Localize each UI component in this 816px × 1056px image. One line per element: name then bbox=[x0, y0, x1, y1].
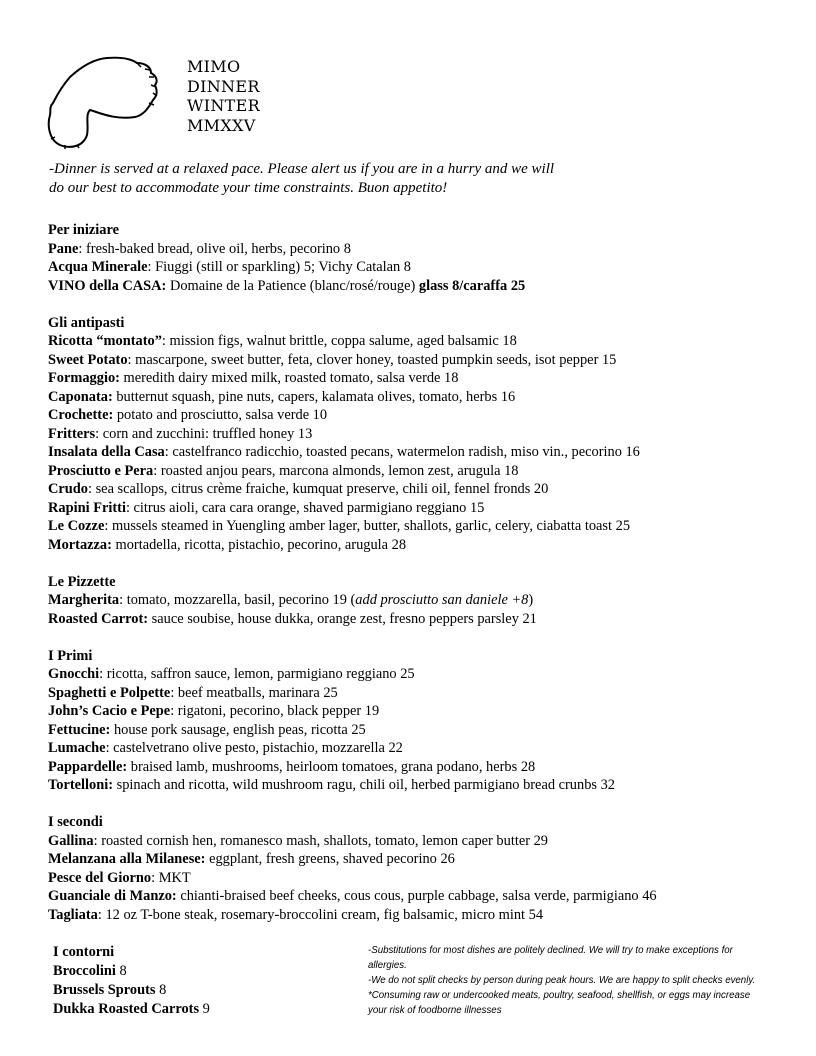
item-desc: eggplant, fresh greens, shaved pecorino 26 bbox=[205, 851, 455, 867]
item-name: Formaggio: bbox=[48, 370, 120, 386]
menu-item bbox=[48, 388, 657, 407]
section-title: I contorni bbox=[53, 944, 115, 960]
item-desc: chianti-braised beef cheeks, cous cous, purple cabbage, salsa verde, parmigiano 46 bbox=[176, 888, 657, 904]
menu-item bbox=[48, 832, 657, 851]
item-desc: : rigatoni, pecorino, black pepper 19 bbox=[170, 703, 380, 719]
item-name: Insalata della Casa bbox=[48, 444, 165, 460]
item-name: Le Cozze bbox=[48, 518, 105, 534]
item-desc: potato and prosciutto, salsa verde 10 bbox=[113, 407, 328, 423]
title-line: MIMO bbox=[187, 57, 241, 76]
item-desc: : mascarpone, sweet butter, feta, clover honey, toasted pumpkin seeds, isot pepper 15 bbox=[127, 351, 617, 368]
item-after: ) bbox=[528, 592, 534, 608]
item-desc: : mussels steamed in Yuengling amber lager, butter, shallots, garlic, celery, ciabatta toast 25 bbox=[104, 518, 631, 534]
menu-title bbox=[187, 57, 260, 136]
menu-item bbox=[48, 332, 657, 351]
menu-item bbox=[48, 887, 657, 906]
contorni-section bbox=[53, 943, 210, 1019]
menu-item bbox=[48, 850, 657, 869]
menu-item bbox=[48, 517, 657, 536]
item-addon: add prosciutto san daniele +8 bbox=[355, 592, 529, 608]
item-desc: : sea scallops, citrus crème fraiche, kumquat preserve, chili oil, fennel fronds 20 bbox=[87, 481, 549, 497]
section-title: Per iniziare bbox=[48, 222, 119, 238]
item-desc: : castelvetrano olive pesto, pistachio, mozzarella 22 bbox=[105, 740, 403, 756]
item-desc: : mission figs, walnut brittle, coppa salume, aged balsamic 18 bbox=[161, 333, 517, 349]
menu-item bbox=[48, 443, 657, 462]
item-desc: house pork sausage, english peas, ricotta 25 bbox=[110, 721, 366, 738]
item-desc: : Fiuggi (still or sparkling) 5; Vichy Catalan 8 bbox=[147, 259, 412, 275]
item-name: Brussels Sprouts bbox=[53, 982, 156, 998]
item-desc: Domaine de la Patience (blanc/rosé/rouge) bbox=[166, 277, 419, 294]
item-desc: : citrus aioli, cara cara orange, shaved parmigiano reggiano 15 bbox=[125, 499, 485, 516]
note: -Substitutions for most dishes are politely declined. We will try to make exceptions for allergies. bbox=[368, 945, 733, 971]
item-name: John’s Cacio e Pepe bbox=[48, 703, 171, 719]
item-desc: : roasted anjou pears, marcona almonds, lemon zest, arugula 18 bbox=[153, 462, 519, 479]
item-desc: braised lamb, mushrooms, heirloom tomatoes, grana podano, herbs 28 bbox=[127, 758, 536, 775]
menu-section bbox=[48, 314, 657, 555]
menu-item bbox=[48, 258, 657, 277]
item-desc: 8 bbox=[155, 982, 167, 998]
section-title: Le Pizzette bbox=[48, 573, 116, 590]
menu-item bbox=[53, 962, 210, 981]
menu-section bbox=[48, 813, 657, 924]
menu-section bbox=[48, 221, 657, 295]
menu-item bbox=[48, 776, 657, 795]
item-name: Pappardelle: bbox=[48, 758, 128, 775]
intro-note: -Dinner is served at a relaxed pace. Please alert us if you are in a hurry and we will do our best to accommodate your time constraints. Buon appetito! bbox=[49, 161, 555, 196]
item-name: Lumache bbox=[48, 740, 106, 756]
item-name: Spaghetti e Polpette bbox=[48, 684, 171, 701]
item-name: Mortazza: bbox=[48, 536, 112, 553]
item-desc: : MKT bbox=[151, 869, 191, 886]
bird-wing-logo-icon bbox=[45, 55, 175, 150]
item-name: Crochette: bbox=[48, 407, 114, 423]
item-name: Rapini Fritti bbox=[48, 499, 126, 516]
section-title: I Primi bbox=[48, 647, 93, 664]
menu-item bbox=[48, 721, 657, 740]
item-name: Gallina bbox=[48, 832, 94, 849]
menu-item bbox=[53, 1000, 210, 1019]
menu-item bbox=[48, 665, 657, 684]
item-desc: : beef meatballs, marinara 25 bbox=[170, 684, 338, 701]
item-name: Melanzana alla Milanese: bbox=[48, 851, 206, 867]
menu-item bbox=[48, 240, 657, 259]
menu-item bbox=[48, 406, 657, 425]
menu-item bbox=[48, 869, 657, 888]
item-name: Crudo bbox=[48, 481, 88, 497]
item-name: Margherita bbox=[48, 592, 120, 608]
menu-section bbox=[48, 647, 657, 795]
item-name: Tagliata bbox=[48, 906, 98, 923]
menu-item bbox=[48, 480, 657, 499]
menu-item bbox=[48, 610, 657, 629]
item-name: Guanciale di Manzo: bbox=[48, 888, 177, 904]
item-name: Caponata: bbox=[48, 388, 113, 405]
menu-item bbox=[48, 462, 657, 481]
policy-notes bbox=[368, 943, 758, 1018]
item-name: Gnocchi bbox=[48, 666, 100, 682]
note: *Consuming raw or undercooked meats, poultry, seafood, shellfish, or eggs may increase your risk of foodborne illnesses bbox=[368, 990, 751, 1016]
item-name: Sweet Potato bbox=[48, 351, 128, 368]
item-desc: butternut squash, pine nuts, capers, kalamata olives, tomato, herbs 16 bbox=[112, 388, 516, 405]
menu-item bbox=[48, 758, 657, 777]
menu-item bbox=[53, 981, 210, 1000]
item-price-extra: glass 8/caraffa 25 bbox=[418, 277, 526, 294]
section-title: Gli antipasti bbox=[48, 314, 125, 331]
menu-item bbox=[48, 369, 657, 388]
item-desc: : 12 oz T-bone steak, rosemary-broccolini cream, fig balsamic, micro mint 54 bbox=[97, 906, 544, 923]
item-name: Broccolini bbox=[53, 963, 116, 979]
item-name: Tortelloni: bbox=[48, 777, 114, 793]
menu-item bbox=[48, 351, 657, 370]
item-name: Roasted Carrot: bbox=[48, 610, 149, 627]
section-title: I secondi bbox=[48, 814, 103, 830]
item-desc: : fresh-baked bread, olive oil, herbs, pecorino 8 bbox=[78, 240, 351, 257]
menu-item bbox=[48, 277, 657, 296]
menu-item bbox=[48, 536, 657, 555]
item-desc: 9 bbox=[199, 1001, 210, 1017]
item-desc: mortadella, ricotta, pistachio, pecorino, arugula 28 bbox=[111, 536, 407, 553]
item-desc: : tomato, mozzarella, basil, pecorino 19 ( bbox=[119, 592, 356, 608]
item-desc: 8 bbox=[115, 963, 127, 979]
menu-sections bbox=[48, 221, 657, 943]
item-name: Acqua Minerale bbox=[48, 259, 148, 275]
menu-item bbox=[48, 684, 657, 703]
menu-item bbox=[48, 591, 657, 610]
menu-section bbox=[48, 573, 657, 629]
item-desc: : corn and zucchini: truffled honey 13 bbox=[95, 425, 313, 442]
item-name: Fritters bbox=[48, 425, 96, 442]
menu-item bbox=[48, 906, 657, 925]
item-name: Fettucine: bbox=[48, 721, 111, 738]
menu-item bbox=[48, 425, 657, 444]
item-desc: : roasted cornish hen, romanesco mash, shallots, tomato, lemon caper butter 29 bbox=[93, 832, 548, 849]
title-line: WINTER bbox=[187, 96, 260, 116]
item-name: VINO della CASA: bbox=[48, 277, 167, 294]
item-desc: meredith dairy mixed milk, roasted tomato, salsa verde 18 bbox=[119, 370, 459, 386]
item-name: Pane bbox=[48, 240, 79, 257]
item-name: Dukka Roasted Carrots bbox=[53, 1001, 200, 1017]
item-name: Ricotta “montato” bbox=[48, 333, 162, 349]
menu-item bbox=[48, 499, 657, 518]
note: -We do not split checks by person during peak hours. We are happy to split checks evenly. bbox=[368, 975, 756, 986]
title-line: DINNER bbox=[187, 76, 260, 96]
title-line: MMXXV bbox=[187, 116, 256, 136]
item-desc: sauce soubise, house dukka, orange zest, fresno peppers parsley 21 bbox=[148, 610, 537, 627]
item-desc: : castelfranco radicchio, toasted pecans, watermelon radish, miso vin., pecorino 16 bbox=[164, 444, 640, 460]
item-name: Pesce del Giorno bbox=[48, 869, 152, 886]
item-desc: spinach and ricotta, wild mushroom ragu, chili oil, herbed parmigiano bread crunbs 32 bbox=[113, 777, 615, 793]
menu-item bbox=[48, 739, 657, 758]
item-name: Prosciutto e Pera bbox=[48, 462, 154, 479]
menu-item bbox=[48, 702, 657, 721]
item-desc: : ricotta, saffron sauce, lemon, parmigiano reggiano 25 bbox=[99, 666, 415, 682]
